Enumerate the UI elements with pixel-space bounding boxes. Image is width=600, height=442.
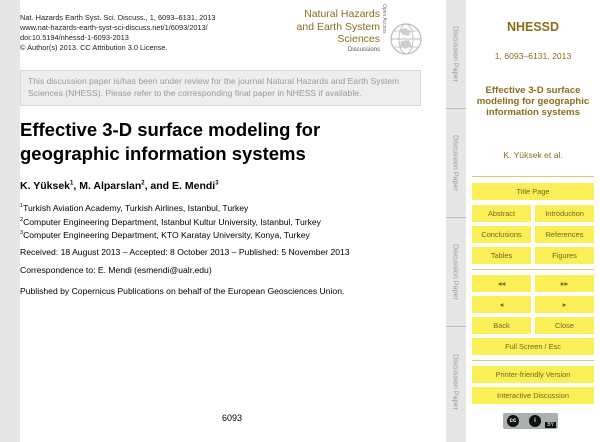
abstract-button[interactable]: Abstract: [472, 205, 531, 222]
printer-friendly-button[interactable]: Printer-friendly Version: [472, 366, 594, 383]
author-name: M. Alparslan: [79, 180, 142, 192]
panel-divider: [472, 269, 594, 270]
panel-journal: NHESSD: [506, 20, 560, 34]
left-strip: [0, 0, 20, 442]
paper-title: Effective 3-D surface modeling for geographic information systems: [20, 119, 321, 164]
aff-sup: 1: [20, 203, 24, 209]
affiliation: [20, 228, 321, 242]
first-page-button[interactable]: ◂◂: [472, 275, 531, 292]
article-meta: [20, 13, 216, 53]
open-access-label: Open Access: [381, 4, 387, 34]
aff-sup: 2: [20, 216, 24, 223]
correspondence: Correspondence to: E. Mendi (esmendi@ualr.edu): [20, 265, 212, 275]
meta-line: Nat. Hazards Earth Syst. Sci. Discuss., 1, 6093–6131, 2013: [20, 13, 216, 22]
person-circle: i: [529, 415, 541, 427]
title-page-button[interactable]: Title Page: [472, 183, 594, 200]
cc-license-badge-icon[interactable]: [503, 413, 558, 429]
discussion-paper-tab[interactable]: Discussion Paper: [451, 134, 461, 191]
author-name: K. Yüksek: [20, 180, 71, 192]
references-button[interactable]: References: [535, 226, 594, 243]
right-strip: [446, 0, 466, 442]
affiliation: [20, 215, 321, 229]
author-sup: 1: [70, 180, 74, 187]
meta-line: © Author(s) 2013. CC Attribution 3.0 License.: [20, 43, 168, 52]
affiliation: [20, 201, 321, 215]
journal-line: Natural Hazards: [304, 8, 380, 20]
panel-divider: [472, 176, 594, 177]
meta-line: www.nat-hazards-earth-syst-sci-discuss.net/1/6093/2013/: [20, 23, 208, 32]
last-page-button[interactable]: ▸▸: [535, 275, 594, 292]
author-sep: ,: [73, 180, 80, 192]
panel-pages: 1, 6093–6131, 2013: [494, 51, 572, 61]
aff-text: Turkish Aviation Academy, Turkish Airlines, Istanbul, Turkey: [23, 202, 249, 213]
back-button[interactable]: Back: [472, 317, 531, 334]
previous-page-button[interactable]: ◂: [472, 296, 531, 313]
author-sep: , and: [144, 180, 173, 192]
affiliations: [20, 201, 321, 242]
discussion-paper-tab[interactable]: Discussion Paper: [451, 25, 461, 82]
aff-text: Computer Engineering Department, KTO Karatay University, Konya, Turkey: [23, 230, 310, 241]
discussion-paper-tab[interactable]: Discussion Paper: [451, 354, 461, 410]
journal-line: Sciences: [337, 33, 380, 45]
author-name: E. Mendi: [172, 180, 216, 192]
journal-logo-text: [282, 8, 380, 54]
conclusions-button[interactable]: Conclusions: [472, 226, 531, 243]
figures-button[interactable]: Figures: [535, 247, 594, 264]
close-button[interactable]: Close: [535, 317, 594, 334]
interactive-discussion-button[interactable]: Interactive Discussion: [472, 387, 594, 404]
panel-title: Effective 3-D surface modeling for geographic information systems: [476, 85, 590, 119]
review-notice: This discussion paper is/has been under review for the journal Natural Hazards and Earth System Sciences (NHESS). Please refer to the corresponding final paper in NHESS if available.: [20, 70, 421, 106]
journal-line: and Earth System: [296, 20, 380, 33]
tables-button[interactable]: Tables: [472, 247, 531, 264]
discussion-paper-tab[interactable]: Discussion Paper: [451, 243, 461, 300]
aff-sup: 3: [20, 230, 24, 237]
page-number: 6093: [222, 413, 243, 423]
author-sup: 2: [141, 180, 145, 187]
introduction-button[interactable]: Introduction: [535, 205, 594, 222]
aff-text: Computer Engineering Department, Istanbul Kultur University, Istanbul, Turkey: [23, 216, 321, 227]
dates: Received: 18 August 2013 – Accepted: 8 October 2013 – Published: 5 November 2013: [20, 247, 350, 257]
by-label: BY: [547, 422, 554, 428]
cc-circle: cc: [507, 415, 519, 427]
meta-line: doi:10.5194/nhessd-1-6093-2013: [20, 33, 129, 42]
panel-authors: K. Yüksek et al.: [503, 150, 563, 160]
author-list: [20, 180, 219, 192]
next-page-button[interactable]: ▸: [535, 296, 594, 313]
full-screen-button[interactable]: Full Screen / Esc: [472, 338, 594, 355]
publisher-line: Published by Copernicus Publications on behalf of the European Geosciences Union.: [20, 286, 345, 296]
journal-sub: Discussions: [347, 46, 380, 53]
panel-divider: [472, 360, 594, 361]
globe-logo-icon: [389, 22, 423, 56]
author-sup: 3: [215, 180, 219, 187]
